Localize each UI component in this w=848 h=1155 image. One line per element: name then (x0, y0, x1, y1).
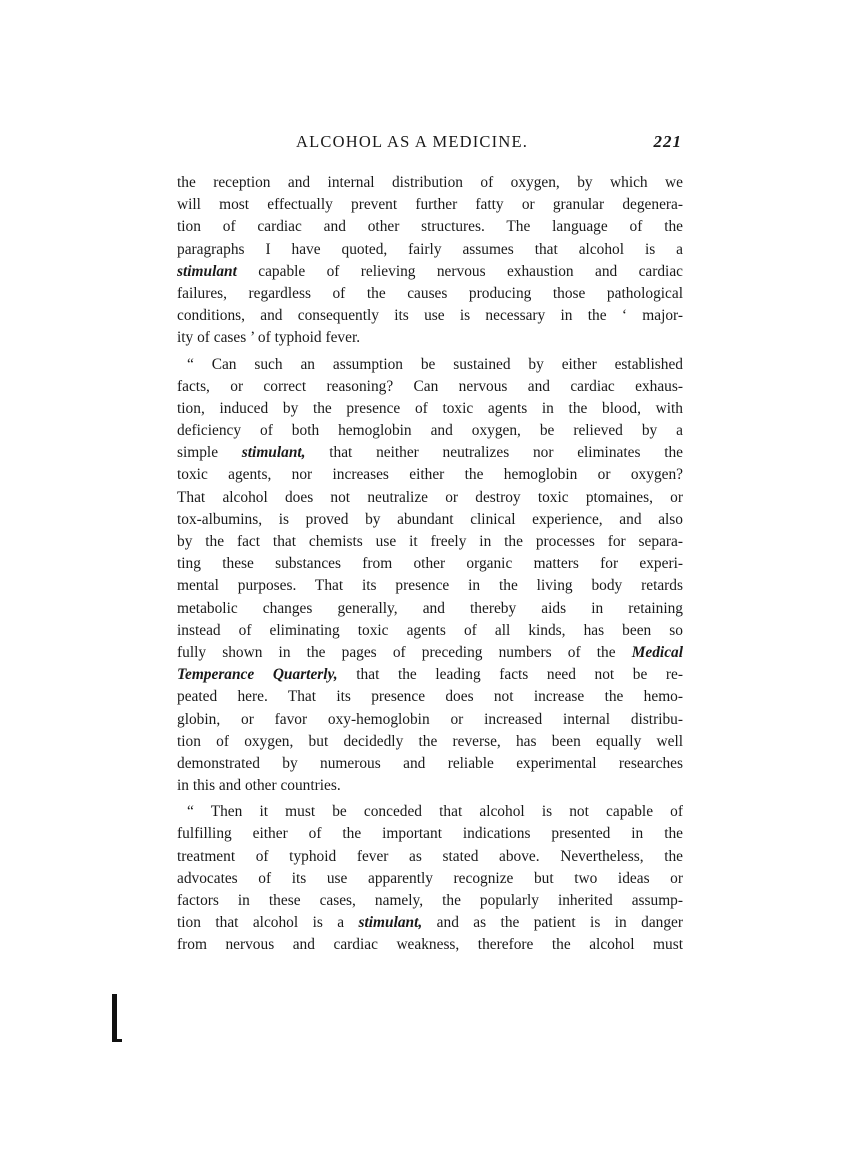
text-segment: ting these substances from other organic matters for experi- (177, 555, 683, 573)
text-line (177, 753, 683, 775)
text-line (177, 642, 683, 664)
text-segment: failures, regardless of the causes producing those pathological (177, 284, 683, 302)
italic-text: Temperance Quarterly, (177, 666, 338, 684)
text-segment: toxic agents, nor increases either the hemoglobin or oxygen? (177, 466, 683, 484)
text-line (177, 464, 683, 486)
text-line (177, 846, 683, 868)
text-line (177, 575, 683, 597)
text-segment: demonstrated by numerous and reliable experimental researches (177, 754, 683, 772)
text-segment: metabolic changes generally, and thereby aids in retaining (177, 599, 683, 617)
text-line (177, 327, 683, 349)
text-line (177, 261, 683, 283)
text-segment: deficiency of both hemoglobin and oxygen, be relieved by a (177, 422, 683, 440)
text-segment: mental purposes. That its presence in the living body retards (177, 577, 683, 595)
text-line (177, 934, 683, 956)
text-segment: by the fact that chemists use it freely in the processes for separa- (177, 533, 683, 550)
page-number: 221 (653, 132, 682, 151)
paragraph (177, 172, 683, 350)
text-segment: that the leading facts need not be re- (337, 666, 684, 684)
text-segment: fully shown in the pages of preceding numbers of the (177, 643, 632, 661)
text-segment: tox-albumins, is proved by abundant clinical experience, and also (177, 510, 683, 528)
text-line (177, 912, 683, 934)
text-segment: in this and other countries. (177, 777, 341, 795)
italic-text: stimulant (177, 262, 237, 280)
text-line (177, 890, 683, 912)
text-segment: factors in these cases, namely, the popularly inherited assump- (177, 892, 683, 909)
text-segment: paragraphs I have quoted, fairly assumes that alcohol is a (177, 240, 683, 258)
running-title: ALCOHOL AS A MEDICINE. (296, 132, 529, 151)
text-line (177, 531, 683, 553)
text-segment: advocates of its use apparently recognize but two ideas or (177, 869, 683, 887)
text-line (177, 553, 683, 575)
text-line (177, 664, 683, 686)
text-segment: tion of oxygen, but decidedly the reverse, has been equally well (177, 732, 683, 750)
text-line (177, 868, 683, 890)
text-segment: simple (177, 444, 242, 462)
text-line (177, 194, 683, 216)
text-line (177, 239, 683, 261)
text-line (177, 823, 683, 845)
text-segment: That alcohol does not neutralize or destroy toxic ptomaines, or (177, 488, 683, 506)
paragraph (177, 801, 683, 956)
text-line (177, 354, 683, 376)
italic-text: Medical (631, 643, 683, 661)
page-header (296, 132, 682, 154)
text-line (177, 620, 683, 642)
text-segment: conditions, and consequently its use is necessary in the ‘ major- (177, 307, 683, 325)
text-line (177, 420, 683, 442)
text-line (177, 731, 683, 753)
text-line (177, 283, 683, 305)
text-line (177, 801, 683, 823)
text-line (177, 442, 683, 464)
text-segment: tion that alcohol is a (177, 914, 359, 932)
italic-text: stimulant, (358, 914, 423, 932)
text-segment: will most effectually prevent further fatty or granular degenera- (177, 196, 683, 214)
text-line (177, 305, 683, 327)
text-segment: treatment of typhoid fever as stated above. Nevertheless, the (177, 847, 683, 865)
text-line (177, 398, 683, 420)
text-segment: tion, induced by the presence of toxic agents in the blood, with (177, 399, 683, 417)
text-segment: globin, or favor oxy-hemoglobin or increased internal distribu- (177, 710, 683, 728)
text-segment: instead of eliminating toxic agents of all kinds, has been so (177, 621, 683, 639)
text-segment: facts, or correct reasoning? Can nervous and cardiac exhaus- (177, 377, 683, 395)
text-line (177, 172, 683, 194)
paragraph (177, 354, 683, 798)
text-segment: peated here. That its presence does not increase the hemo- (177, 688, 683, 706)
text-segment: ity of cases ’ of typhoid fever. (177, 329, 361, 347)
margin-mark (112, 994, 117, 1042)
text-segment: the reception and internal distribution of oxygen, by which we (177, 174, 683, 191)
text-segment: that neither neutralizes nor eliminates the (305, 444, 683, 462)
text-segment: “ Then it must be conceded that alcohol is not capable of (187, 803, 683, 821)
text-segment: capable of relieving nervous exhaustion and cardiac (236, 262, 683, 280)
text-line (177, 598, 683, 620)
body-text (177, 172, 683, 961)
text-line (177, 509, 683, 531)
text-segment: tion of cardiac and other structures. The language of the (177, 218, 683, 236)
text-line (177, 487, 683, 509)
text-line (177, 376, 683, 398)
text-segment: from nervous and cardiac weakness, therefore the alcohol must (177, 936, 683, 954)
text-segment: fulfilling either of the important indications presented in the (177, 825, 683, 843)
text-line (177, 216, 683, 238)
text-line (177, 686, 683, 708)
text-segment: and as the patient is in danger (422, 914, 684, 932)
text-segment: “ Can such an assumption be sustained by either established (187, 355, 683, 373)
text-line (177, 775, 683, 797)
text-line (177, 709, 683, 731)
italic-text: stimulant, (241, 444, 306, 462)
